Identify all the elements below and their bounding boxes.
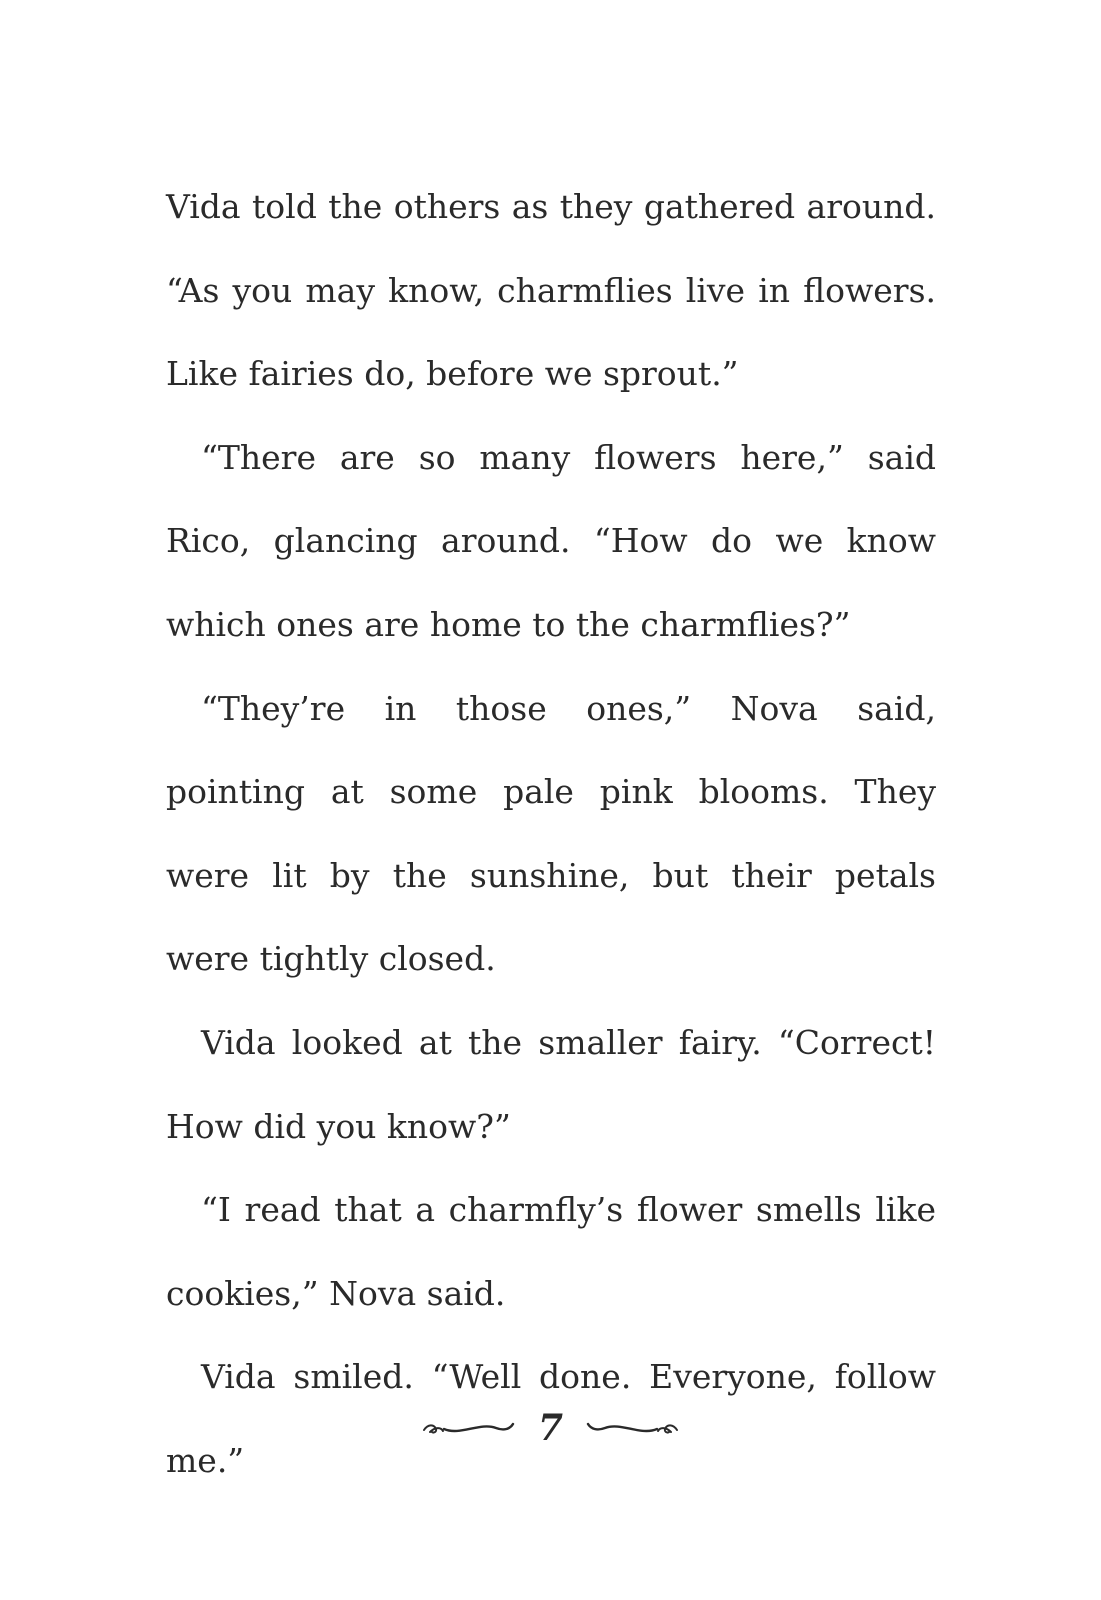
page-number: 7 [537,1407,564,1449]
flourish-right-icon [581,1416,681,1440]
body-text [166,165,936,1503]
paragraph: “They’re in those ones,” Nova said, pointing at some pale pink blooms. They were lit by the sunshine, but their petals were tightly closed. [166,688,936,979]
flourish-left-icon [420,1416,520,1440]
paragraph: “There are so many flowers here,” said Rico, glancing around. “How do we know which ones are home to the charmflies?” [166,437,936,644]
paragraph: Vida smiled. “Well done. Everyone, follow me.” [166,1357,936,1480]
paragraph: Vida looked at the smaller fairy. “Correct! How did you know?” [166,1022,936,1146]
paragraph-continued: Vida told the others as they gathered around. “As you may know, charmflies live in flowers. Like fairies do, before we sprout.” [166,187,936,394]
paragraph: “I read that a charmfly’s flower smells like cookies,” Nova said. [166,1190,936,1313]
page-folio [0,1400,1101,1456]
